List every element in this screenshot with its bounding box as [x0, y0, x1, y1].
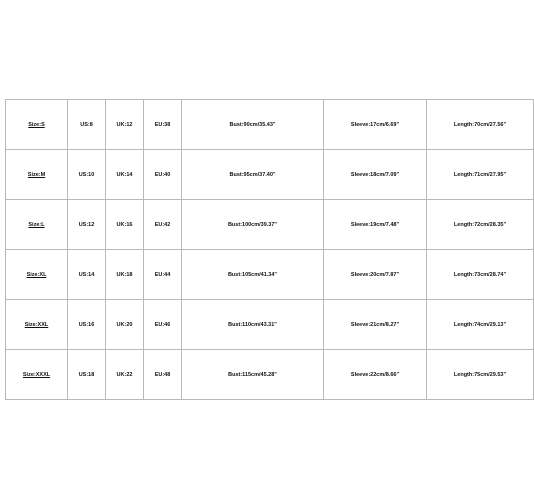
- size-cell: [6, 250, 68, 300]
- uk-size-cell: UK:16: [106, 200, 144, 250]
- size-cell: [6, 350, 68, 400]
- length-cell: Length:73cm/28.74": [427, 250, 534, 300]
- uk-size-cell: UK:12: [106, 100, 144, 150]
- bust-cell: Bust:95cm/37.40": [182, 150, 324, 200]
- table-row: [6, 250, 534, 300]
- sleeve-cell: Sleeve:19cm/7.48": [324, 200, 427, 250]
- us-size-cell: US:12: [68, 200, 106, 250]
- length-cell: Length:75cm/29.53": [427, 350, 534, 400]
- sleeve-cell: Sleeve:17cm/6.69": [324, 100, 427, 150]
- uk-size-cell: UK:20: [106, 300, 144, 350]
- length-cell: Length:72cm/28.35": [427, 200, 534, 250]
- table-row: [6, 150, 534, 200]
- us-size-cell: US:18: [68, 350, 106, 400]
- size-label: Size:M: [27, 171, 46, 178]
- size-label: Size:L: [28, 221, 45, 228]
- sleeve-cell: Sleeve:21cm/8.27": [324, 300, 427, 350]
- us-size-cell: US:14: [68, 250, 106, 300]
- size-cell: [6, 100, 68, 150]
- us-size-cell: US:10: [68, 150, 106, 200]
- bust-cell: Bust:100cm/39.37": [182, 200, 324, 250]
- sleeve-cell: Sleeve:20cm/7.87": [324, 250, 427, 300]
- eu-size-cell: EU:48: [144, 350, 182, 400]
- sleeve-cell: Sleeve:22cm/8.66": [324, 350, 427, 400]
- bust-cell: Bust:105cm/41.34": [182, 250, 324, 300]
- table-row: [6, 200, 534, 250]
- size-label: Size:S: [28, 121, 45, 128]
- size-cell: [6, 150, 68, 200]
- length-cell: Length:74cm/29.13": [427, 300, 534, 350]
- uk-size-cell: UK:18: [106, 250, 144, 300]
- us-size-cell: US:8: [68, 100, 106, 150]
- sleeve-cell: Sleeve:18cm/7.09": [324, 150, 427, 200]
- uk-size-cell: UK:22: [106, 350, 144, 400]
- bust-cell: Bust:90cm/35.43": [182, 100, 324, 150]
- size-label: Size:XXL: [24, 321, 49, 328]
- size-label: Size:XXXL: [22, 371, 51, 378]
- length-cell: Length:70cm/27.56": [427, 100, 534, 150]
- eu-size-cell: EU:44: [144, 250, 182, 300]
- length-cell: Length:71cm/27.95": [427, 150, 534, 200]
- bust-cell: Bust:115cm/45.28": [182, 350, 324, 400]
- size-cell: [6, 200, 68, 250]
- eu-size-cell: EU:42: [144, 200, 182, 250]
- uk-size-cell: UK:14: [106, 150, 144, 200]
- table-row: [6, 100, 534, 150]
- us-size-cell: US:16: [68, 300, 106, 350]
- eu-size-cell: EU:46: [144, 300, 182, 350]
- size-chart-table: [5, 99, 534, 400]
- table-row: [6, 350, 534, 400]
- size-label: Size:XL: [26, 271, 47, 278]
- eu-size-cell: EU:40: [144, 150, 182, 200]
- size-cell: [6, 300, 68, 350]
- eu-size-cell: EU:38: [144, 100, 182, 150]
- table-row: [6, 300, 534, 350]
- bust-cell: Bust:110cm/43.31": [182, 300, 324, 350]
- size-chart-body: [6, 100, 534, 400]
